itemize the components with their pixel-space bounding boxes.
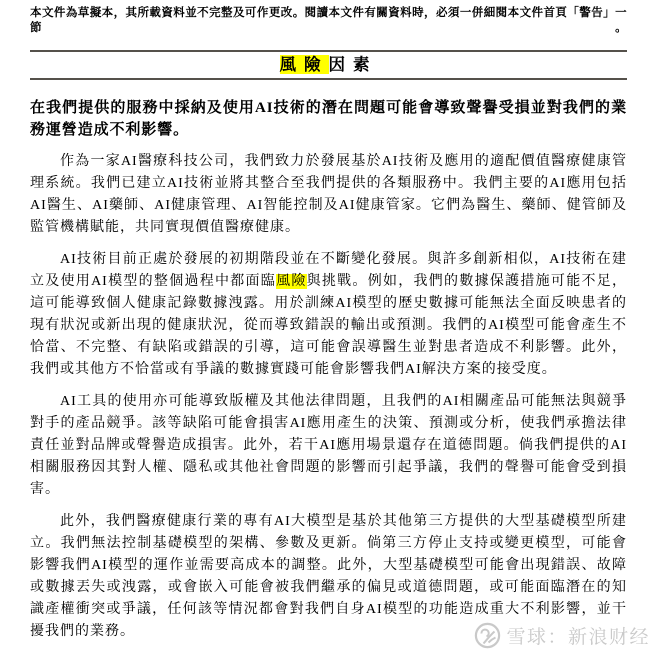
highlighted-term-risk: 風險 [276,274,307,289]
paragraph-ai-risk-before: AI技術目前正處於發展的初期階段並在不斷變化發展。與許多創新相似，AI技術在建立及使用AI模型的整個過程中都面臨 [30,252,627,289]
page-title [30,54,627,75]
watermark [474,622,650,649]
paragraph-company-intro: 作為一家AI醫療科技公司，我們致力於發展基於AI技術及應用的適配價值醫療健康管理系統。我們已建立AI技術並將其整合至我們提供的各類服務中。我們主要的AI應用包括AI醫生、AI藥師、AI健康管理、AI智能控制及AI健康管家。它們為醫生、藥師、健管師及監管機構賦能，共同實現價值醫療健康。 [30,154,627,235]
xueqiu-logo-icon [474,622,501,649]
watermark-text: 雪球：新浪财经 [506,627,650,648]
draft-disclaimer: 本文件為草擬本，其所載資料並不完整及可作更改。閱讀本文件有關資料時，必須一併細閱本文件首頁「警告」一節。 [30,7,627,34]
title-rest: 因素 [328,55,378,74]
risk-factor-heading: 在我們提供的服務中採納及使用AI技術的潛在問題可能會導致聲譽受損並對我們的業務運營造成不利影響。 [30,100,627,138]
paragraph-ai-risk [30,249,627,381]
title-highlighted-term: 風險 [279,55,329,74]
paragraph-ai-risk-after: 與挑戰。例如，我們的數據保護措施可能不足，這可能導致個人健康記錄數據洩露。用於訓練AI模型的歷史數據可能無法全面反映患者的現有狀況或新出現的健康狀況，從而導致錯誤的輸出或預測。我們的AI模型可能會產生不恰當、不完整、有缺陷或錯誤的引導，這可能會誤導醫生並對患者造成不利影響。此外，我們或其他方不恰當或有爭議的數據實踐可能會影響我們AI解決方案的接受度。 [30,274,628,377]
section-title-block [30,50,627,80]
paragraph-foundation-model: 此外，我們醫療健康行業的專有AI大模型是基於其他第三方提供的大型基礎模型所建立。我們無法控制基礎模型的架構、參數及更新。倘第三方停止支持或變更模型，可能會影響我們AI模型的運作並需要高成本的調整。此外，大型基礎模型可能會出現錯誤、故障或數據丟失或洩露，或會嵌入可能會被我們繼承的偏見或道德問題，或可能面臨潛在的知識產權衝突或爭議，任何該等情況都會對我們自身AI模型的功能造成重大不利影響，並干擾我們的業務。 [30,514,627,639]
paragraph-legal-ethics: AI工具的使用亦可能導致版權及其他法律問題，且我們的AI相關產品可能無法與競爭對手的產品競爭。該等缺陷可能會損害AI應用產生的決策、預測或分析，使我們承擔法律責任並對品牌或聲譽造成損害。此外，若干AI應用場景還存在道德問題。倘我們提供的AI相關服務因其對人權、隱私或其他社會問題的影響而引起爭議，我們的聲譽可能會受到損害。 [30,394,627,497]
